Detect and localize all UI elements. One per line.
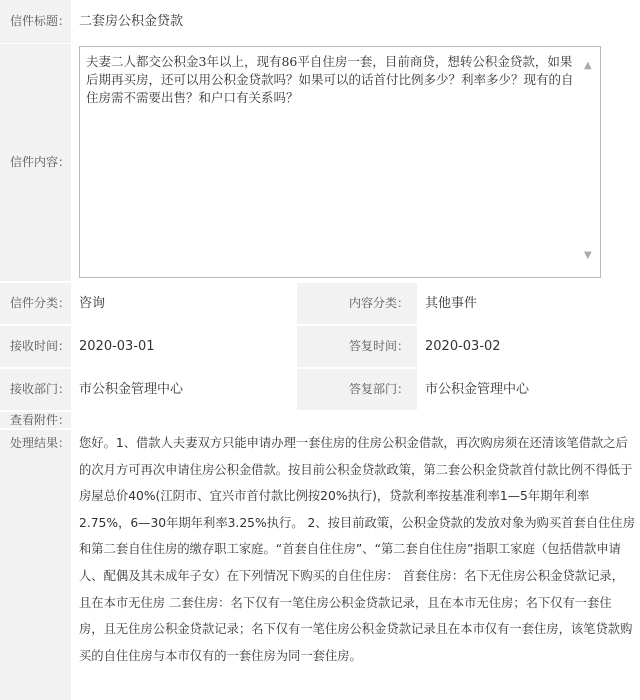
letter-received-dept: 市公积金管理中心 <box>79 382 184 397</box>
letter-content-category: 其他事件 <box>425 296 478 311</box>
scroll-down-icon[interactable]: ▼ <box>584 250 592 261</box>
letter-result: 您好。1、借款人夫妻双方只能申请办理一套住房的住房公积金借款，再次购房须在还清该笔借款之后的次月方可再次申请住房公积金借款。按目前公积金贷款政策，第二套公积金贷款首付款比例不得低于房屋总价40%(江阴市、宜兴市首付款比例按20%执行)，贷款利率按基准利率1—5年期年利率2.75%，6—30年期年利率3.25%执行。 2、按目前政策，公积金贷款的发放对象为购买首套自住住房和第二套自住住房的缴存职工家庭。“首套自住住房”、“第二套自住住房”指职工家庭（包括借款申请人、配偶及其未成年子女）在下列情况下购买的自住住房： 首套住房：名下无住房公积金贷款记录，且在本市无住房 二套住房：名下仅有一笔住房公积金贷款记录，且在本市无住房；名下仅有一套住房，且无住房公积金贷款记录；名下仅有一笔住房公积金贷款记录且在本市仅有一套住房，该笔贷款购买的自住住房与本市仅有的一套住房为同一套住房。 <box>79 436 636 663</box>
content-category-label: 内容分类： <box>297 283 417 324</box>
attachments-label: 查看附件： <box>0 412 71 428</box>
letter-category: 咨询 <box>79 296 106 311</box>
category-label: 信件分类： <box>0 283 71 324</box>
letter-reply-time: 2020-03-02 <box>425 339 501 354</box>
title-label: 信件标题： <box>0 0 71 43</box>
letter-reply-dept: 市公积金管理中心 <box>425 382 530 397</box>
letter-received-time: 2020-03-01 <box>79 339 155 354</box>
scroll-up-icon[interactable]: ▲ <box>584 60 592 71</box>
content-label: 信件内容： <box>0 44 71 281</box>
reply-time-label: 答复时间： <box>297 326 417 367</box>
reply-dept-label: 答复部门： <box>297 369 417 410</box>
letter-title: 二套房公积金贷款 <box>79 14 184 29</box>
result-label: 处理结果： <box>0 430 71 700</box>
received-dept-label: 接收部门： <box>0 369 71 410</box>
letter-content-textarea[interactable] <box>79 46 601 278</box>
received-time-label: 接收时间： <box>0 326 71 367</box>
